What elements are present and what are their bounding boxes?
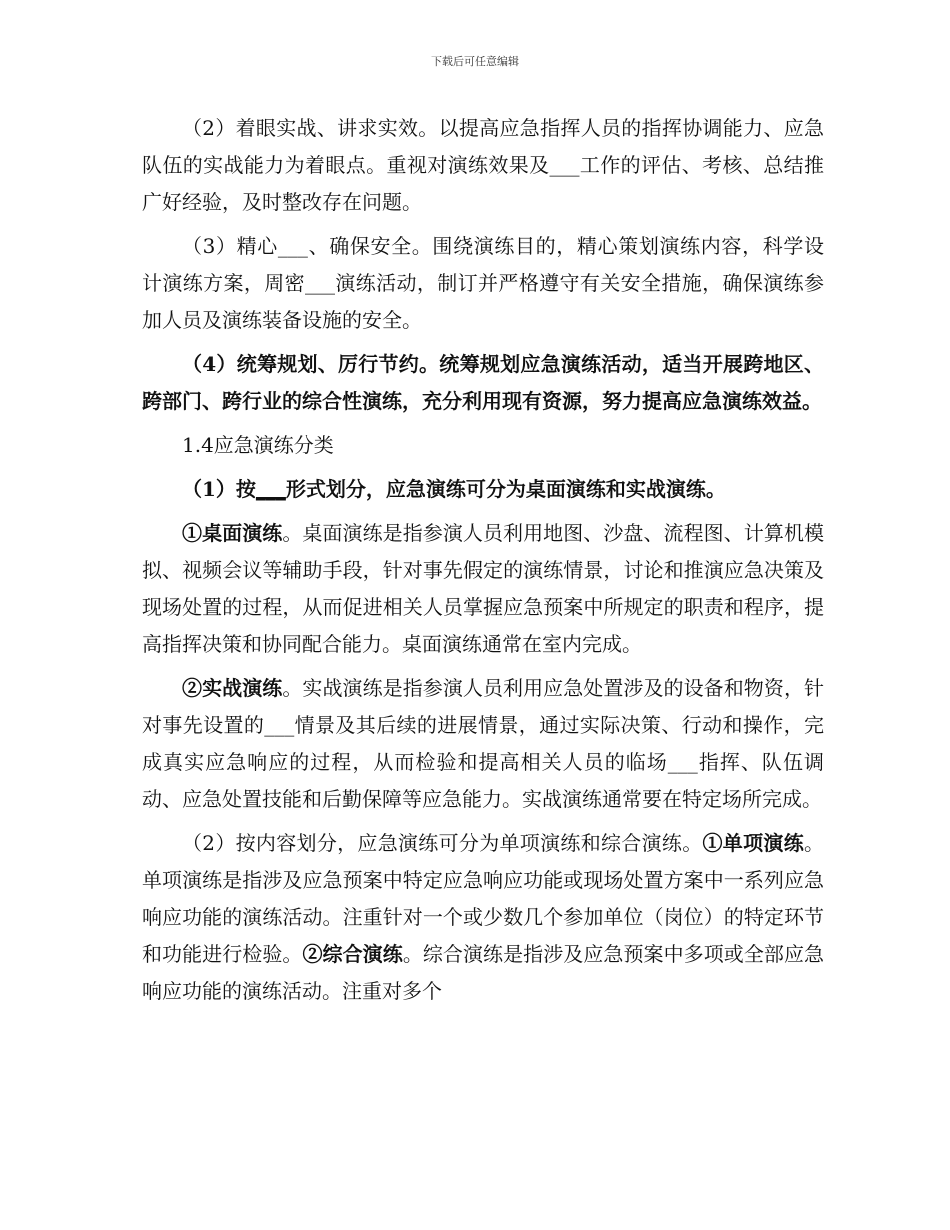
field-exercise-term: ②实战演练 [182, 676, 283, 700]
paragraph-classification-form [142, 471, 824, 508]
single-exercise-term: ①单项演练 [702, 831, 804, 855]
paragraph-principle-4: （4）统筹规划、厉行节约。统筹规划应急演练活动，适当开展跨地区、跨部门、跨行业的综合性演练，充分利用现有资源，努力提高应急演练效益。 [142, 352, 824, 413]
classification-content-intro: （2）按内容划分，应急演练可分为单项演练和综合演练。 [182, 831, 703, 855]
paragraph-principle-2: （2）着眼实战、讲求实效。以提高应急指挥人员的指挥协调能力、应急队伍的实战能力为着眼点。重视对演练效果及___工作的评估、考核、总结推广好经验，及时整改存在问题。 [142, 116, 824, 214]
paragraph-tabletop-exercise [142, 515, 824, 663]
classification-form-prefix: （1）按 [182, 477, 256, 501]
document-body [142, 110, 824, 1017]
section-heading-1-4: 1.4应急演练分类 [182, 433, 334, 457]
tabletop-exercise-text: 。桌面演练是指参演人员利用地图、沙盘、流程图、计算机模拟、视频会议等辅助手段，针对事先假定的演练情景，讨论和推演应急决策及现场处置的过程，从而促进相关人员掌握应急预案中所规定的职责和程序，提高指挥决策和协同配合能力。桌面演练通常在室内完成。 [142, 521, 825, 656]
classification-form-suffix: 形式划分，应急演练可分为桌面演练和实战演练。 [285, 477, 726, 501]
field-exercise-text: 。实战演练是指参演人员利用应急处置涉及的设备和物资，针对事先设置的___情景及其后续的进展情景，通过实际决策、行动和操作，完成真实应急响应的过程，从而检验和提高相关人员的临场___指挥、队伍调动、应急处置技能和后勤保障等应急能力。实战演练通常要在特定场所完成。 [142, 676, 825, 811]
paragraph-classification-content [142, 825, 824, 1010]
classification-form-blank: ___ [255, 477, 286, 501]
download-edit-note: 下载后可任意编辑 [431, 55, 519, 68]
single-exercise-text: 。单项演练是指涉及应急预案中特定应急响应功能或现场处置方案中一系列应急响应功能的演练活动。注重针对一个或少数几个参加单位（岗位）的特定环节和功能进行检验。 [142, 831, 824, 966]
tabletop-exercise-term: ①桌面演练 [182, 521, 283, 545]
comprehensive-exercise-text: 。综合演练是指涉及应急预案中多项或全部应急响应功能的演练活动。注重对多个 [142, 942, 825, 1003]
paragraph-field-exercise [142, 670, 824, 818]
comprehensive-exercise-term: ②综合演练 [302, 942, 403, 966]
paragraph-principle-3: （3）精心___、确保安全。围绕演练目的，精心策划演练内容，科学设计演练方案，周密___演练活动，制订并严格遵守有关安全措施，确保演练参加人员及演练装备设施的安全。 [142, 234, 824, 332]
